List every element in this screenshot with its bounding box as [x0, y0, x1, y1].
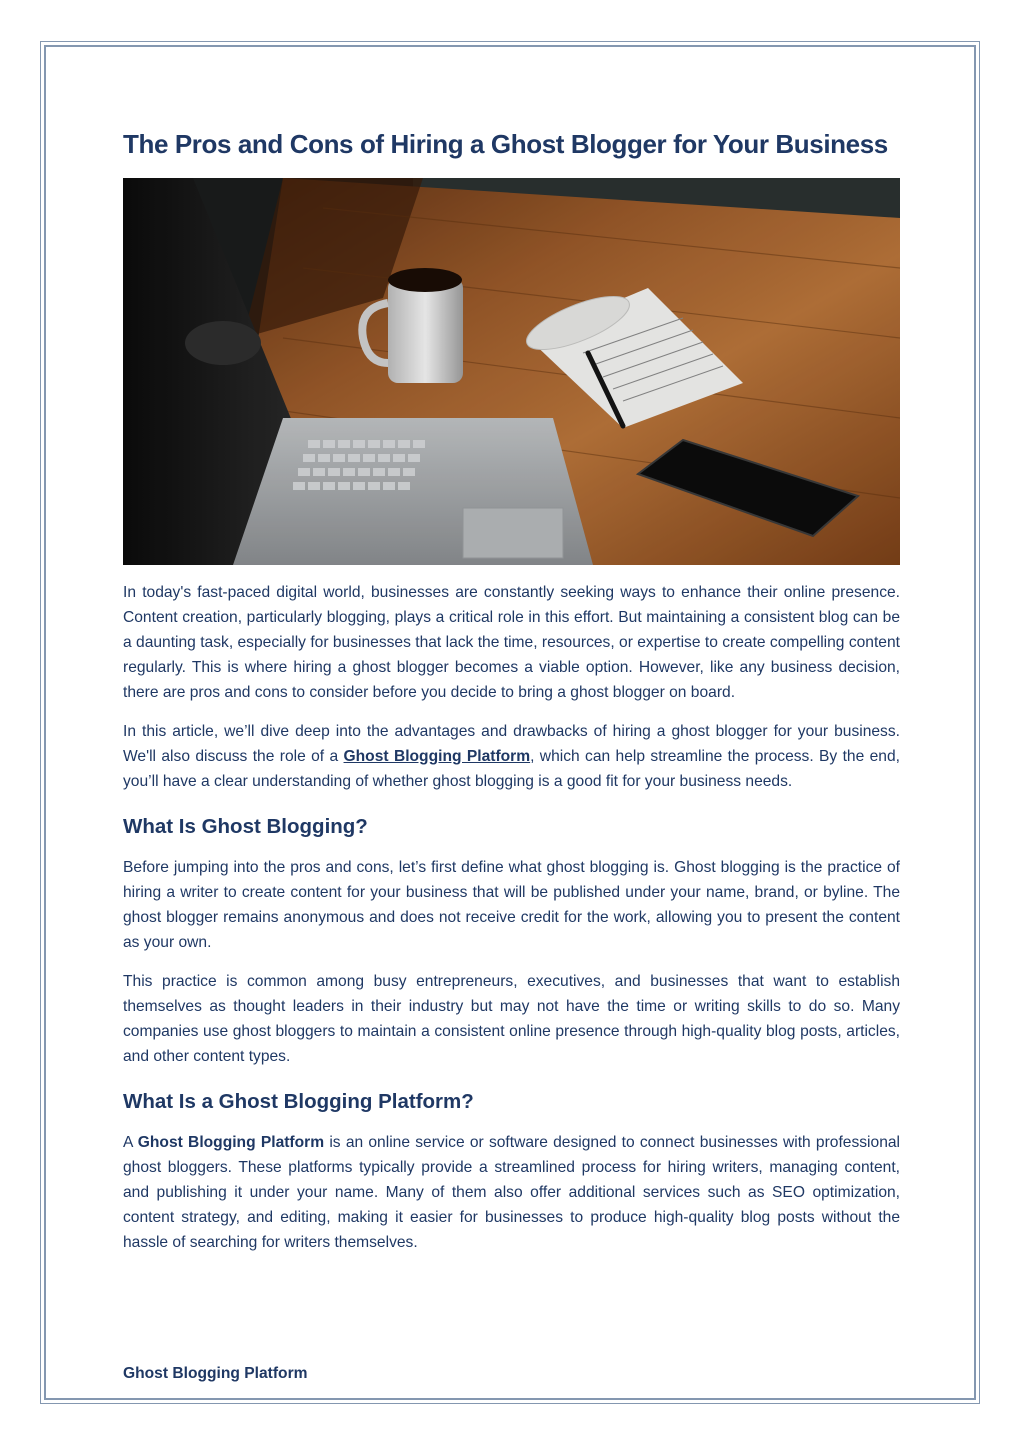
section1-paragraph-2: This practice is common among busy entrepreneurs, executives, and businesses that want to establish themselves as thought leaders in their industry but may not have the time or writing skills to do so. Many companies use ghost bloggers to maintain a consistent online presence through high-quality blog posts, articles, and other content types. [123, 973, 900, 1065]
section2-prefix: A [123, 1134, 138, 1151]
section1-paragraph-1: Before jumping into the pros and cons, let’s first define what ghost blogging is. Ghost blogging is the practice of hiring a writer to create content for your business that will be published under your name, brand, or byline. The ghost blogger remains anonymous and does not receive credit for the work, allowing you to present the content as your own. [123, 859, 900, 951]
second-paragraph [123, 719, 900, 794]
second-paragraph-after-link: , which can help streamline the process. By the end, you’ll have a clear understanding of whether ghost blogging is a good fit for your business needs. [123, 748, 900, 790]
section2-rest: is an online service or software designed to connect businesses with professional ghost bloggers. These platforms typically provide a streamlined process for hiring writers, managing content, and publishing it under your name. Many of them also offer additional services such as SEO optimization, content strategy, and editing, making it easier for businesses to produce high-quality blog posts without the hassle of searching for writers themselves. [123, 1134, 901, 1251]
intro-paragraph: In today's fast-paced digital world, businesses are constantly seeking ways to enhance their online presence. Content creation, particularly blogging, plays a critical role in this effort. But maintaining a consistent blog can be a daunting task, especially for businesses that lack the time, resources, or expertise to create compelling content regularly. This is where hiring a ghost blogger becomes a viable option. However, like any business decision, there are pros and cons to consider before you decide to bring a ghost blogger on board. [123, 584, 900, 701]
page-title: The Pros and Cons of Hiring a Ghost Blogger for Your Business [123, 129, 888, 159]
article-body [123, 580, 900, 1269]
section2-paragraph [123, 1130, 900, 1255]
section-heading-what-is-ghost-blogging: What Is Ghost Blogging? [123, 815, 368, 838]
ghost-blogging-platform-link[interactable]: Ghost Blogging Platform [343, 748, 531, 765]
section2-bold-term: Ghost Blogging Platform [137, 1134, 325, 1151]
hero-image [123, 178, 900, 565]
second-paragraph-before-link: In this article, we’ll dive deep into the advantages and drawbacks of hiring a ghost blogger for your business. We'll also discuss the role of a [123, 723, 900, 765]
document-content [123, 124, 901, 1251]
page-footer: Ghost Blogging Platform [123, 1365, 308, 1382]
section-heading-what-is-platform: What Is a Ghost Blogging Platform? [123, 1090, 474, 1113]
